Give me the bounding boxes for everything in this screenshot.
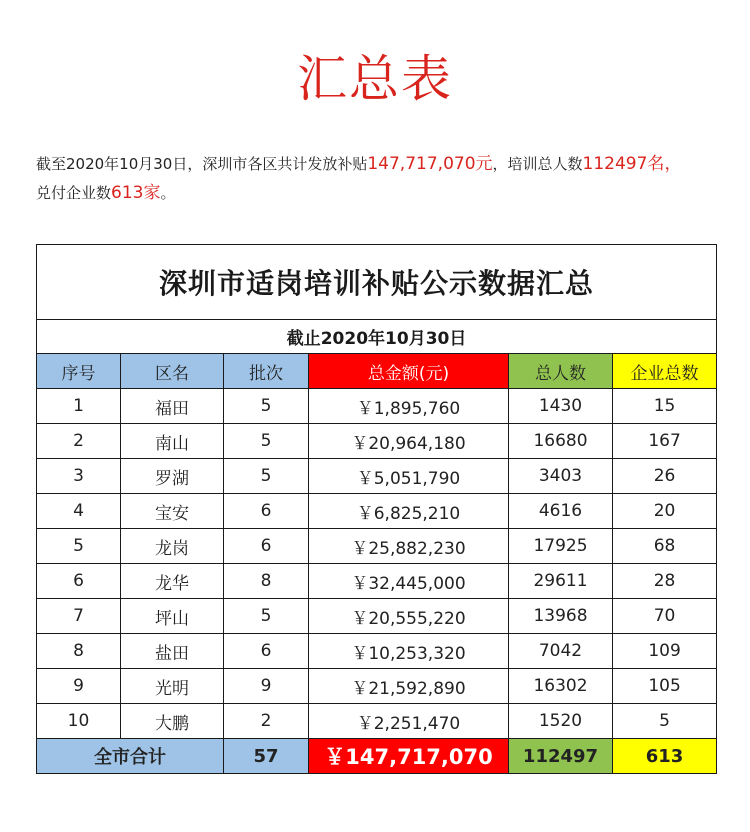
cell-amount: ￥21,592,890 — [309, 669, 509, 704]
cell-batches: 6 — [224, 634, 309, 669]
total-label: 全市合计 — [37, 739, 224, 774]
cell-batches: 8 — [224, 564, 309, 599]
cell-district: 罗湖 — [121, 459, 224, 494]
cell-people: 1430 — [509, 389, 613, 424]
total-batches: 57 — [224, 739, 309, 774]
table-header-row — [37, 354, 717, 389]
total-people: 112497 — [509, 739, 613, 774]
cell-batches: 5 — [224, 424, 309, 459]
cell-batches: 5 — [224, 599, 309, 634]
header-index: 序号 — [37, 354, 121, 389]
cell-amount: ￥10,253,320 — [309, 634, 509, 669]
table-row — [37, 704, 717, 739]
cell-index: 6 — [37, 564, 121, 599]
table-row — [37, 389, 717, 424]
cell-enterprises: 28 — [613, 564, 717, 599]
cell-batches: 6 — [224, 494, 309, 529]
cell-district: 龙岗 — [121, 529, 224, 564]
cell-people: 17925 — [509, 529, 613, 564]
summary-amount: 147,717,070元 — [367, 154, 493, 174]
cell-enterprises: 70 — [613, 599, 717, 634]
table-row — [37, 564, 717, 599]
cell-people: 13968 — [509, 599, 613, 634]
cell-batches: 9 — [224, 669, 309, 704]
cell-batches: 5 — [224, 389, 309, 424]
table-date: 截止2020年10月30日 — [37, 320, 717, 354]
header-people: 总人数 — [509, 354, 613, 389]
cell-enterprises: 109 — [613, 634, 717, 669]
cell-district: 福田 — [121, 389, 224, 424]
cell-index: 7 — [37, 599, 121, 634]
cell-batches: 2 — [224, 704, 309, 739]
header-batches: 批次 — [224, 354, 309, 389]
table-row — [37, 424, 717, 459]
cell-amount: ￥1,895,760 — [309, 389, 509, 424]
table-row — [37, 634, 717, 669]
summary-comma: ， — [664, 154, 682, 174]
summary-suffix: 。 — [160, 184, 176, 202]
summary-mid: ，培训总人数 — [492, 155, 583, 173]
cell-amount: ￥6,825,210 — [309, 494, 509, 529]
table-row — [37, 494, 717, 529]
cell-enterprises: 26 — [613, 459, 717, 494]
total-amount: ￥147,717,070 — [309, 739, 509, 774]
table-total-row — [37, 739, 717, 774]
summary-enterprises: 613家 — [111, 183, 161, 203]
cell-index: 2 — [37, 424, 121, 459]
header-enterprises: 企业总数 — [613, 354, 717, 389]
cell-amount: ￥32,445,000 — [309, 564, 509, 599]
cell-amount: ￥2,251,470 — [309, 704, 509, 739]
cell-amount: ￥20,555,220 — [309, 599, 509, 634]
cell-enterprises: 5 — [613, 704, 717, 739]
cell-index: 9 — [37, 669, 121, 704]
table-title: 深圳市适岗培训补贴公示数据汇总 — [37, 245, 717, 320]
cell-district: 光明 — [121, 669, 224, 704]
cell-index: 10 — [37, 704, 121, 739]
cell-people: 4616 — [509, 494, 613, 529]
cell-index: 1 — [37, 389, 121, 424]
summary-prefix: 截至2020年10月30日，深圳市各区共计发放补贴 — [36, 155, 368, 173]
cell-district: 坪山 — [121, 599, 224, 634]
cell-index: 4 — [37, 494, 121, 529]
cell-people: 16302 — [509, 669, 613, 704]
cell-index: 8 — [37, 634, 121, 669]
cell-amount: ￥25,882,230 — [309, 529, 509, 564]
table-row — [37, 669, 717, 704]
cell-batches: 6 — [224, 529, 309, 564]
cell-people: 29611 — [509, 564, 613, 599]
cell-batches: 5 — [224, 459, 309, 494]
header-amount: 总金额(元) — [309, 354, 509, 389]
page-title: 汇总表 — [297, 50, 453, 108]
cell-district: 宝安 — [121, 494, 224, 529]
cell-district: 南山 — [121, 424, 224, 459]
total-enterprises: 613 — [613, 739, 717, 774]
cell-amount: ￥20,964,180 — [309, 424, 509, 459]
cell-enterprises: 20 — [613, 494, 717, 529]
cell-enterprises: 15 — [613, 389, 717, 424]
table-row — [37, 599, 717, 634]
cell-people: 3403 — [509, 459, 613, 494]
cell-district: 盐田 — [121, 634, 224, 669]
summary-paragraph — [36, 150, 726, 208]
subsidy-summary-table — [36, 244, 717, 774]
cell-amount: ￥5,051,790 — [309, 459, 509, 494]
summary-people: 112497名 — [582, 154, 665, 174]
cell-district: 龙华 — [121, 564, 224, 599]
summary-enterprise-prefix: 兑付企业数 — [36, 184, 112, 202]
cell-people: 7042 — [509, 634, 613, 669]
table-row — [37, 459, 717, 494]
cell-enterprises: 68 — [613, 529, 717, 564]
table-row — [37, 529, 717, 564]
cell-enterprises: 105 — [613, 669, 717, 704]
cell-enterprises: 167 — [613, 424, 717, 459]
cell-people: 16680 — [509, 424, 613, 459]
cell-district: 大鹏 — [121, 704, 224, 739]
header-district: 区名 — [121, 354, 224, 389]
cell-people: 1520 — [509, 704, 613, 739]
cell-index: 3 — [37, 459, 121, 494]
cell-index: 5 — [37, 529, 121, 564]
